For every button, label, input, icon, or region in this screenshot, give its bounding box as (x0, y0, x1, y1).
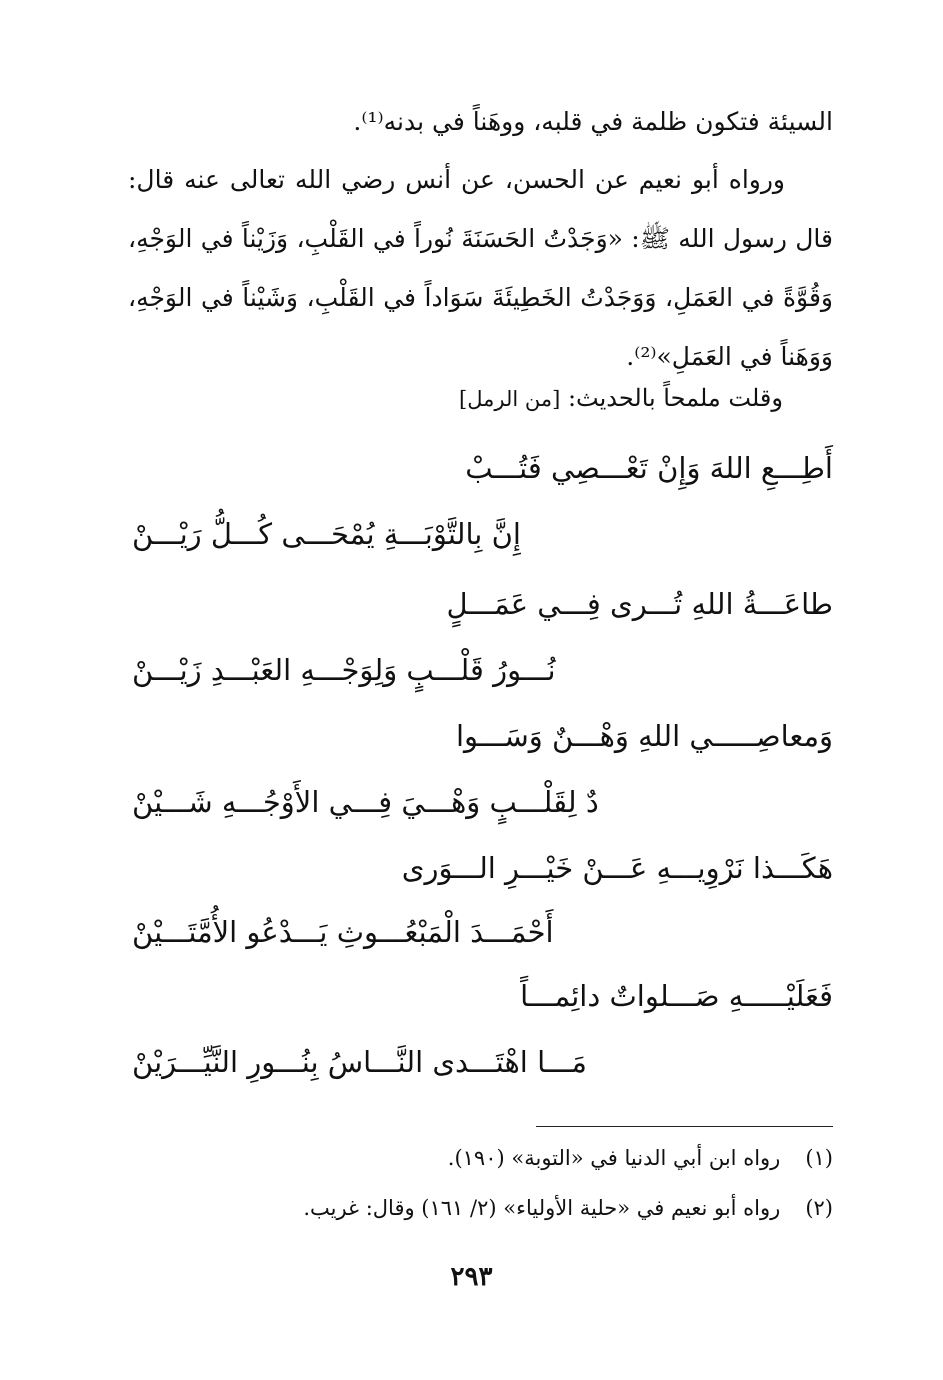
page-number: ٢٩٣ (450, 1262, 493, 1292)
verse-line-5: وَمعاصِـــــي اللهِ وَهْـــنٌ وَسَـــوا (455, 719, 833, 753)
footnote-1-number: (١) (805, 1146, 833, 1170)
footnote-2-number: (٢) (805, 1196, 833, 1220)
verse-line-2: إِنَّ بِالتَّوْبَـــةِ يُمْحَـــى كُـــلُّ رَيْـــنْ (132, 517, 521, 551)
verse-line-4: نُـــورُ قَلْـــبٍ وَلِوَجْـــهِ العَبْـــدِ زَيْـــنْ (132, 653, 556, 687)
poem-intro-text: وقلت ملمحاً بالحديث: (567, 384, 783, 412)
verse-line-6: دٌ لِقَلْـــبٍ وَهْـــيَ فِـــي الأَوْجُـــهِ شَـــيْنْ (132, 785, 599, 819)
verse-line-10: مَـــا اهْتَـــدى النَّـــاسُ بِنُـــورِ النَّيِّـــرَيْنْ (132, 1045, 587, 1079)
verse-line-9: فَعَلَيْـــــهِ صَـــلواتٌ دائِمـــاً (520, 979, 833, 1013)
verse-line-3: طاعَـــةُ اللهِ تُـــرى فِـــي عَمَـــلٍ (446, 587, 833, 621)
footnote-separator (536, 1126, 833, 1127)
verse-line-7: هَكَـــذا نَرْوِيـــهِ عَـــنْ خَيْـــرِ الـــوَرى (401, 851, 833, 885)
footnote-2-text: رواه أبو نعيم في «حلية الأولياء» (٢/ ١٦١) وقال: غريب. (303, 1196, 781, 1220)
footnote-1 (448, 1146, 833, 1170)
paragraph-hadith: ورواه أبو نعيم عن الحسن، عن أنس رضي الله تعالى عنه قال: قال رسول الله ﷺ: «وَجَدْتُ الحَسَنَةَ نُوراً في القَلْبِ، وَزَيْناً في الوَجْهِ، وَقُوَّةً في العَمَلِ، وَوَجَدْتُ الخَطِيئَةَ سَوَاداً في القَلْبِ، وَشَيْناً في الوَجْهِ، وَوَهَناً في العَمَلِ»⁽²⁾. (128, 165, 834, 371)
verse-line-1: أَطِـــعِ اللهَ وَإِنْ تَعْـــصِي فَتُـــبْ (465, 451, 833, 485)
poem-meter: [من الرمل] (459, 387, 561, 411)
poem-intro (459, 384, 783, 412)
footnote-2 (303, 1196, 833, 1220)
verse-line-8: أَحْمَـــدَ الْمَبْعُـــوثِ يَـــدْعُو الأُمَّتَـــيْنْ (132, 915, 554, 949)
paragraph-continuation: السيئة فتكون ظلمة في قلبه، ووهَناً في بدنه⁽¹⁾. (353, 107, 833, 136)
footnote-1-text: رواه ابن أبي الدنيا في «التوبة» (١٩٠). (447, 1146, 781, 1170)
